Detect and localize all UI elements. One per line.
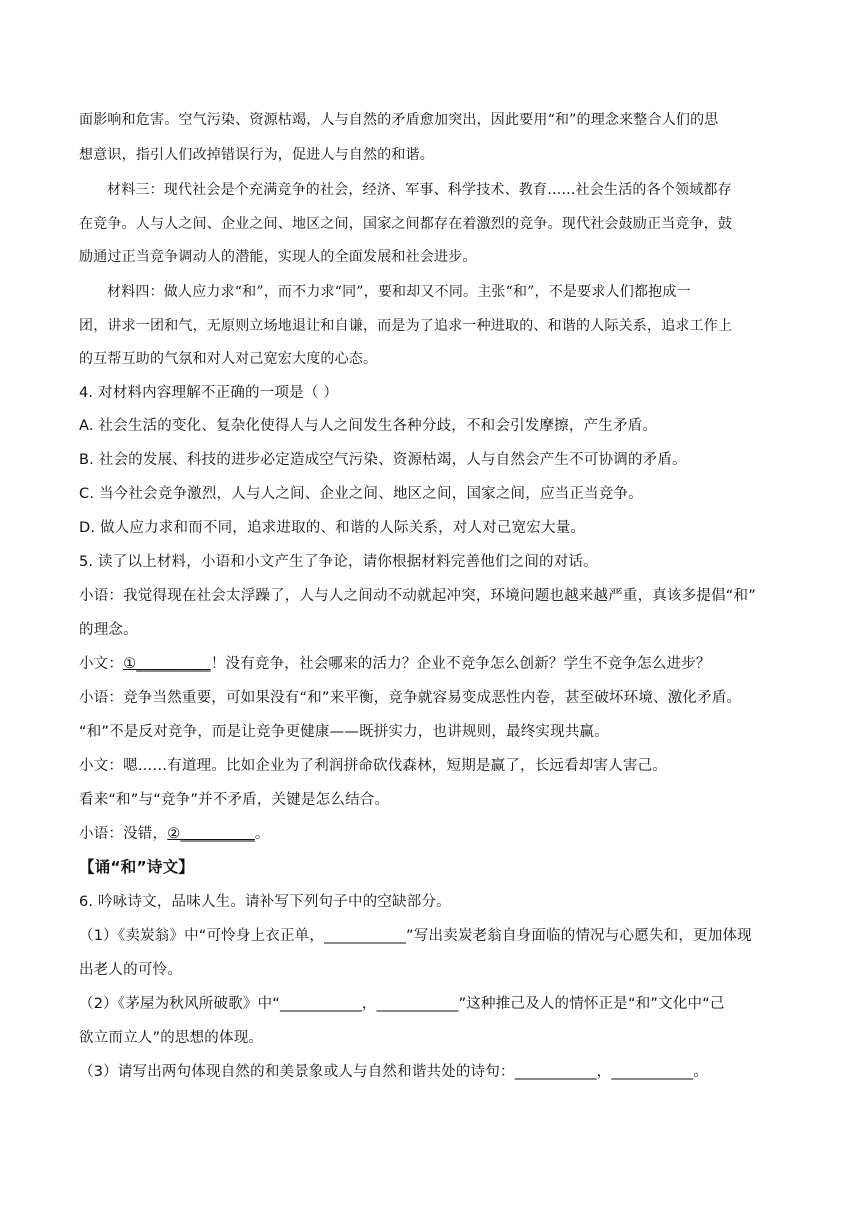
- question-6-item-3: （3）请写出两句体现自然的和美景象或人与自然和谐共处的诗句：___________，___________。: [79, 1064, 709, 1080]
- material-three-line-3: 励通过正当竞争调动人的潜能，实现人的全面发展和社会进步。: [79, 249, 477, 265]
- dialogue-line-2: 的理念。: [79, 622, 138, 638]
- question-4-option-b: B. 社会的发展、科技的进步必定造成空气污染、资源枯竭，人与自然会产生不可协调的矛盾。: [79, 452, 687, 468]
- question-6-item-2-line-1: （2）《茅屋为秋风所破歌》中“___________，___________”这种推己及人的情怀正是“和”文化中“己: [79, 996, 725, 1012]
- material-two-line-1: 面影响和危害。空气污染、资源枯竭，人与自然的矛盾愈加突出，因此要用“和”的理念来整合人们的思: [79, 112, 719, 128]
- material-four-line-2: 团，讲求一团和气，无原则立场地退让和自谦，而是为了追求一种进取的、和谐的人际关系，追求工作上: [79, 318, 733, 334]
- dialogue-line-3: 小文：①__________！没有竞争，社会哪来的活力？企业不竞争怎么创新？学生不竞争怎么进步？: [79, 656, 711, 672]
- dialogue-line-4: 小语：竞争当然重要，可如果没有“和”来平衡，竞争就容易变成恶性内卷，甚至破坏环境、激化矛盾。: [79, 690, 742, 706]
- material-three-line-1: 材料三：现代社会是个充满竞争的社会，经济、军事、科学技术、教育……社会生活的各个领域都存: [107, 182, 732, 198]
- question-4-stem: 4. 对材料内容理解不正确的一项是（ ）: [79, 385, 339, 401]
- question-4-option-a: A. 社会生活的变化、复杂化使得人与人之间发生各种分歧，不和会引发摩擦，产生矛盾。: [79, 418, 658, 434]
- question-4-option-c: C. 当今社会竞争激烈，人与人之间、企业之间、地区之间，国家之间，应当正当竞争。: [79, 486, 643, 502]
- material-three-line-2: 在竞争。人与人之间、企业之间、地区之间，国家之间都存在着激烈的竞争。现代社会鼓励正当竞争，鼓: [79, 216, 733, 232]
- dialogue-line-7: 看来“和”与“竞争”并不矛盾，关键是怎么结合。: [79, 792, 390, 808]
- blank-1[interactable]: ①__________: [123, 656, 211, 672]
- dialogue-line-8: 小语：没错，②__________。: [79, 826, 270, 842]
- question-6-stem: 6. 吟咏诗文，品味人生。请补写下列句子中的空缺部分。: [79, 894, 451, 910]
- blank-2[interactable]: ②__________: [167, 826, 255, 842]
- question-6-item-1-line-1: （1）《卖炭翁》中“可怜身上衣正单，___________”写出卖炭老翁自身面临的情况与心愿失和，更加体现: [79, 928, 752, 944]
- material-two-line-2: 想意识，指引人们改掉错误行为，促进人与自然的和谐。: [79, 147, 434, 163]
- dialogue-line-1: 小语：我觉得现在社会太浮躁了，人与人之间动不动就起冲突，环境问题也越来越严重，真该多提倡“和”: [79, 588, 756, 604]
- material-four-line-3: 的互帮互助的气氛和对人对己宽宏大度的心态。: [79, 351, 378, 367]
- dialogue-line-5: “和”不是反对竞争，而是让竞争更健康——既拼实力，也讲规则，最终实现共赢。: [79, 724, 609, 740]
- question-6-item-2-line-2: 欲立而立人”的思想的体现。: [79, 1030, 264, 1046]
- question-6-item-1-line-2: 出老人的可怜。: [79, 962, 182, 978]
- question-5-stem: 5. 读了以上材料，小语和小文产生了争论，请你根据材料完善他们之间的对话。: [79, 554, 598, 570]
- section-heading: 【诵“和”诗文】: [79, 858, 194, 876]
- dialogue-line-6: 小文：嗯……有道理。比如企业为了利润拼命砍伐森林，短期是赢了，长远看却害人害己。: [79, 758, 667, 774]
- question-4-option-d: D. 做人应力求和而不同，追求进取的、和谐的人际关系，对人对己宽宏大量。: [79, 520, 586, 536]
- material-four-line-1: 材料四：做人应力求“和”，而不力求“同”，要和却又不同。主张“和”，不是要求人们都抱成一: [107, 284, 691, 300]
